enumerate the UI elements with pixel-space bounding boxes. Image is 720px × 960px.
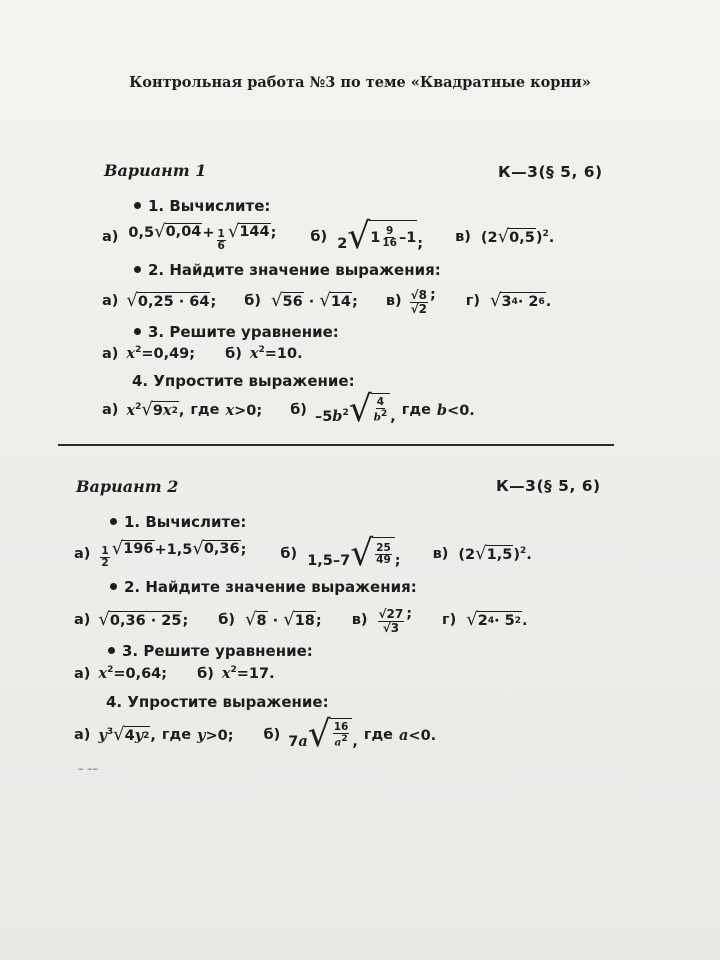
variant1-code: К—3(§ 5, 6)	[498, 163, 603, 181]
scratch-marks: – ––	[78, 762, 98, 775]
v2-t1b-expr: 1,5–7 √ $\frac{25}{49}$ ;	[307, 533, 401, 574]
v1-t2b-expr: √ 56 · √ 14 ;	[271, 290, 358, 311]
v1-t1v-expr: (2 √ 0,5 )$^2$.	[480, 226, 555, 247]
v2-t4b-cond: a<0.	[399, 726, 437, 744]
v1-task4-row	[102, 389, 475, 430]
bullet-icon	[134, 328, 141, 335]
v2-t3b-expr: $x^2=17$.	[221, 665, 275, 682]
item-label-b: б)	[197, 665, 214, 682]
v1-t3a-expr: $x^2=0,49$;	[126, 345, 196, 362]
v1-task3-label: 3. Решите уравнение:	[134, 323, 339, 341]
v1-t2g-expr: √ 3 4 · 2 6 .	[490, 290, 552, 311]
v2-t4a-expr: $y^3$ √ 4 y 2 ,	[98, 724, 156, 745]
v2-t4a-cond: y>0;	[197, 726, 234, 744]
item-label-b: б)	[290, 402, 307, 418]
item-label-v: в)	[455, 229, 471, 245]
item-label-a: а)	[74, 546, 91, 562]
where-word: где	[190, 402, 220, 418]
v1-t4a-expr: $x^2$ √ 9 x 2 ,	[126, 399, 185, 420]
variant2-code: К—3(§ 5, 6)	[496, 477, 601, 495]
item-label-v: в)	[432, 546, 449, 562]
v1-task1-label: 1. Вычислите:	[134, 197, 270, 215]
item-label-b: б)	[225, 345, 242, 362]
item-label-b: б)	[244, 293, 262, 309]
v2-t2b-expr: √ 8 · √ 18 ;	[245, 609, 322, 630]
item-label-g: г)	[442, 612, 457, 628]
v1-task2-row	[102, 284, 551, 318]
v2-t3a-expr: $x^2=0,64$;	[98, 665, 168, 682]
variant2-heading: Вариант 2	[76, 477, 179, 496]
item-label-a: а)	[74, 612, 91, 628]
item-label-g: г)	[465, 293, 480, 309]
bullet-icon	[110, 583, 117, 590]
item-label-b: б)	[218, 612, 236, 628]
v2-t1v-expr: (2 √ 1,5 )$^2$.	[458, 543, 532, 564]
v2-t4b-expr: 7a √ $\frac{16}{a^2}$ ,	[288, 714, 358, 755]
item-label-a: а)	[102, 345, 119, 362]
v2-task4-label: 4. Упростите выражение:	[106, 693, 329, 711]
v1-t2a-expr: √ 0,25 · 64 ;	[126, 290, 217, 311]
v1-t4b-expr: $-5b^2$ √ $\frac{4}{b^2}$ ,	[314, 389, 396, 430]
v2-task2-label: 2. Найдите значение выражения:	[110, 578, 417, 596]
bullet-icon	[134, 202, 141, 209]
v1-task4-label: 4. Упростите выражение:	[132, 372, 355, 390]
where-word: где	[401, 402, 431, 418]
v2-task3-label: 3. Решите уравнение:	[108, 642, 313, 660]
bullet-icon	[110, 518, 117, 525]
v1-t3b-expr: $x^2=10$.	[249, 345, 303, 362]
item-label-a: а)	[74, 665, 91, 682]
item-label-a: а)	[102, 402, 119, 418]
v2-task3-row	[74, 665, 275, 682]
v1-task3-row	[102, 345, 303, 362]
page-title: Контрольная работа №3 по теме «Квадратные корни»	[129, 74, 591, 91]
v2-t2v-expr: $\frac{√27}{√3}$ ;	[378, 605, 413, 635]
v1-t4a-cond: x>0;	[225, 401, 263, 419]
item-label-v: в)	[351, 612, 368, 628]
v2-task1-label: 1. Вычислите:	[110, 513, 246, 531]
v1-t1a-expr: 0,5 √ 0,04 + $\frac{1}{6}$ √ 144 ;	[128, 220, 277, 252]
where-word: где	[363, 727, 394, 743]
section-divider	[58, 444, 614, 446]
v1-t4b-cond: b<0.	[436, 401, 475, 419]
v1-t1b-expr: 2 √ 1 $\frac{9}{16}$ –1 ;	[337, 216, 424, 257]
item-label-v: в)	[385, 293, 402, 309]
where-word: где	[161, 727, 192, 743]
v2-task4-row	[74, 716, 436, 754]
v2-t2g-expr: √ 2 4 · 5 2 .	[466, 609, 528, 630]
variant1-heading: Вариант 1	[104, 161, 207, 180]
v2-task2-row	[74, 602, 528, 638]
item-label-a: а)	[74, 727, 91, 743]
v1-t2v-expr: $\frac{√8}{√2}$ ;	[410, 286, 436, 316]
v1-task1-row	[102, 216, 555, 257]
bullet-icon	[108, 647, 115, 654]
item-label-b: б)	[263, 727, 281, 743]
v1-task2-label: 2. Найдите значение выражения:	[134, 261, 441, 279]
bullet-icon	[134, 266, 141, 273]
item-label-b: б)	[310, 229, 328, 245]
item-label-a: а)	[102, 229, 119, 245]
v2-t1a-expr: $\frac{1}{2}$ √ 196 +1,5 √ 0,36 ;	[101, 537, 247, 569]
item-label-b: б)	[280, 546, 298, 562]
item-label-a: а)	[102, 293, 119, 309]
v2-t2a-expr: √ 0,36 · 25 ;	[98, 609, 189, 630]
v2-task1-row	[74, 533, 532, 574]
